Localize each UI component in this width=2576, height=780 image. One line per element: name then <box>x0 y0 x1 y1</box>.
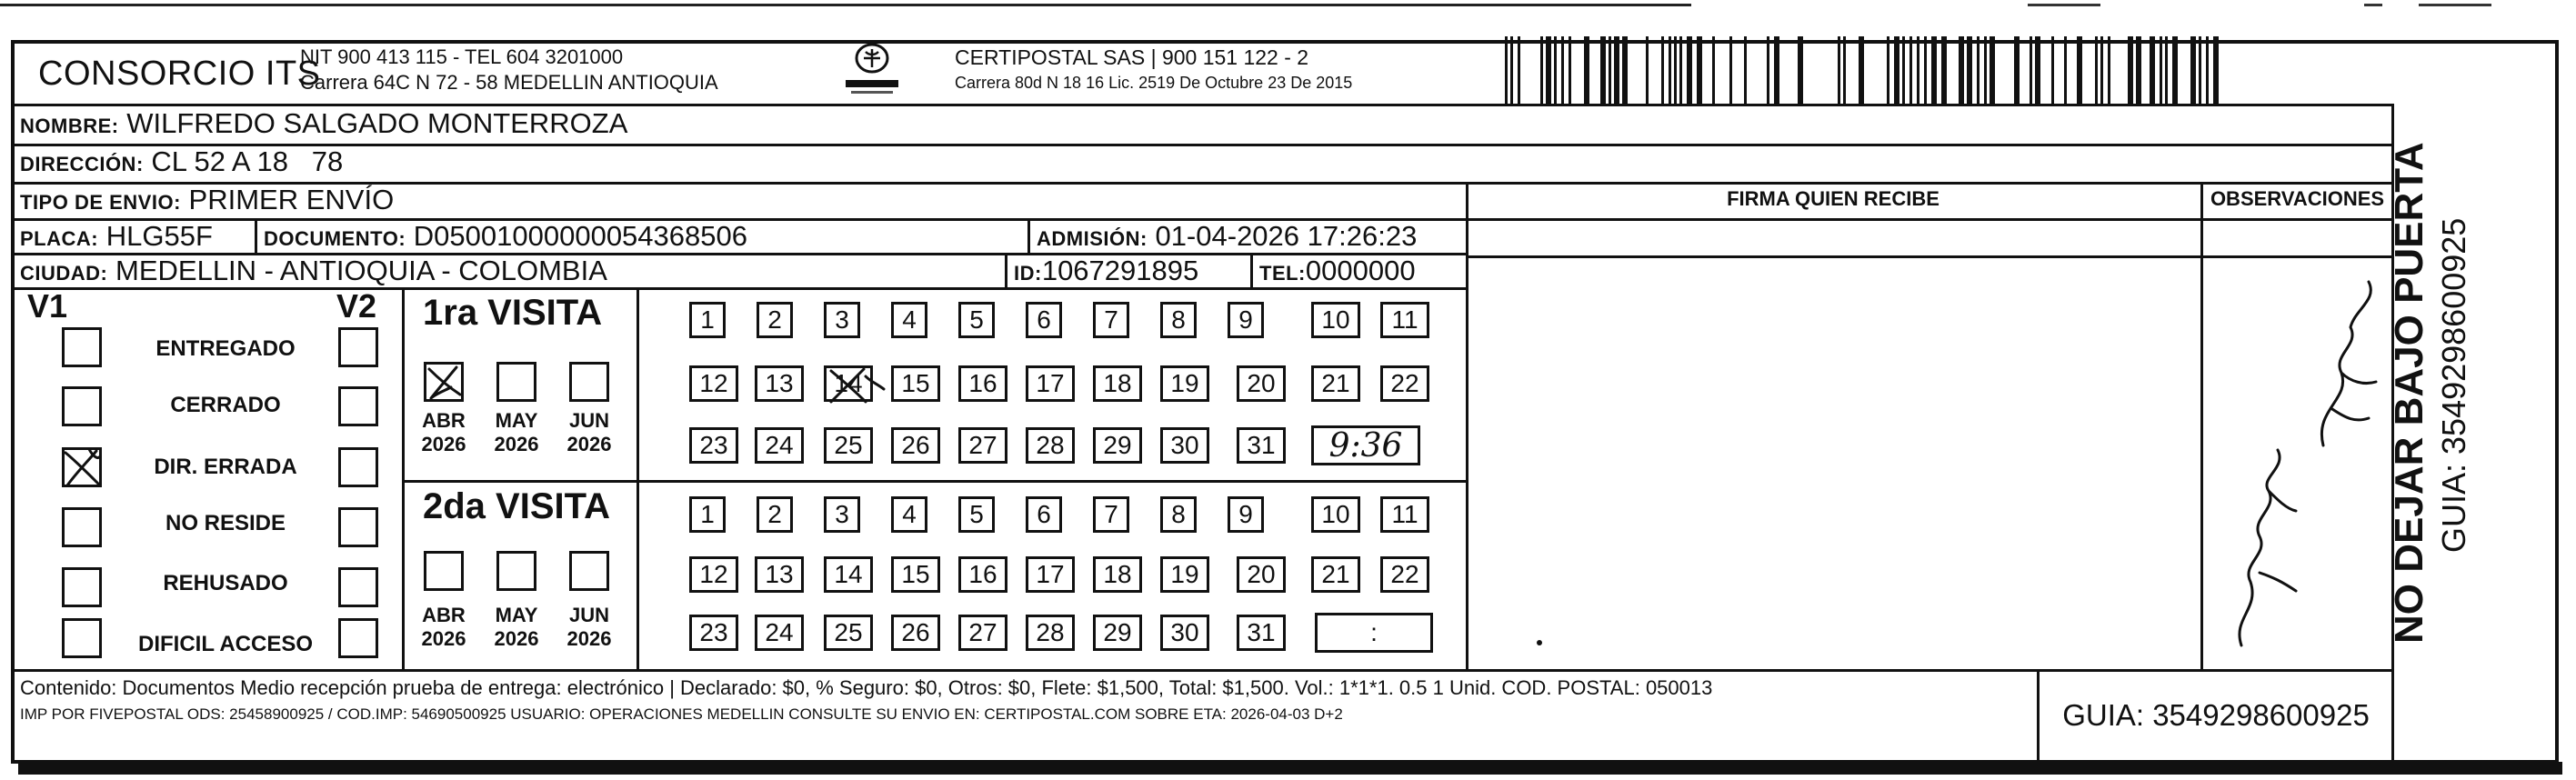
day-cell[interactable]: 26 <box>891 615 940 651</box>
visit-1-month-abr[interactable] <box>424 362 464 402</box>
barcode-bar <box>1859 36 1864 104</box>
side-warning: NO DEJAR BAJO PUERTA <box>2387 142 2431 644</box>
v1-checkbox-entregado[interactable] <box>62 327 102 367</box>
day-cell[interactable]: 2 <box>757 496 793 533</box>
side-guide: GUIA: 3549298600925 <box>2435 217 2472 553</box>
certipostal-logo <box>840 36 904 104</box>
barcode-bar <box>1687 36 1692 104</box>
tel-cell <box>1259 255 1416 287</box>
v2-checkbox-cerrado[interactable] <box>338 386 378 426</box>
barcode-bar <box>1931 36 1937 104</box>
day-cell[interactable]: 31 <box>1237 427 1286 464</box>
rule <box>636 287 639 669</box>
day-cell[interactable]: 20 <box>1237 556 1286 593</box>
hand-x-mark <box>424 362 464 402</box>
plate-cell <box>20 220 213 253</box>
day-cell[interactable]: 10 <box>1311 302 1360 338</box>
courier-info-2: Carrera 80d N 18 16 Lic. 2519 De Octubre 23 De 2015 <box>955 74 1353 92</box>
address-label: DIRECCIÓN: <box>20 153 144 175</box>
barcode-bar <box>1838 36 1840 104</box>
barcode-bar <box>1661 36 1664 104</box>
top-dash <box>2364 4 2382 6</box>
visit-2-title: 2da VISITA <box>423 486 610 526</box>
barcode-bar <box>2051 36 2054 104</box>
admission-label: ADMISIÓN: <box>1037 227 1148 250</box>
barcode-bar <box>1584 36 1589 104</box>
visit-2-month-label: ABR 2026 <box>421 604 466 650</box>
admission-datetime: 01-04-2026 17:26:23 <box>1155 220 1418 252</box>
address-row <box>20 145 343 178</box>
status-dir-errada: DIR. ERRADA <box>154 455 297 479</box>
day-cell[interactable]: 30 <box>1160 615 1209 651</box>
day-cell[interactable]: 25 <box>824 615 873 651</box>
day-cell[interactable]: 28 <box>1026 615 1075 651</box>
visit-1-month-label: ABR 2026 <box>421 409 466 455</box>
day-cell[interactable]: 15 <box>891 365 940 402</box>
barcode-bar <box>2030 36 2032 104</box>
barcode-bar <box>2035 36 2040 104</box>
day-cell[interactable]: 12 <box>689 365 738 402</box>
v1-checkbox-cerrado[interactable] <box>62 386 102 426</box>
barcode-bar <box>1510 36 1513 104</box>
day-cell[interactable]: 2 <box>757 302 793 338</box>
day-cell[interactable]: 25 <box>824 427 873 464</box>
tel-number: 0000000 <box>1305 255 1416 286</box>
status-dificil-acceso: DIFICIL ACCESO <box>137 632 313 656</box>
id-label: ID: <box>1014 262 1042 285</box>
frame-shadow <box>18 762 2562 775</box>
barcode-bar <box>1798 36 1803 104</box>
barcode-bar <box>1546 36 1551 104</box>
barcode-bar <box>1646 36 1649 104</box>
top-rule <box>0 4 1691 6</box>
barcode-bar <box>1518 36 1520 104</box>
city-label: CIUDAD: <box>20 262 108 285</box>
barcode-bar <box>1697 36 1702 104</box>
visit-2-month-abr[interactable] <box>424 551 464 591</box>
barcode-bar <box>2199 36 2201 104</box>
day-cell[interactable]: 22 <box>1380 365 1429 402</box>
signature-dot <box>1537 640 1542 645</box>
rule <box>402 287 405 669</box>
visit-2-month-label: MAY 2026 <box>494 604 539 650</box>
day-cell[interactable]: 6 <box>1026 302 1062 338</box>
day-cell[interactable]: 29 <box>1093 615 1142 651</box>
day-cell[interactable]: 8 <box>1160 302 1197 338</box>
v1-header: V1 <box>27 287 68 325</box>
name-row <box>20 107 627 140</box>
day-cell[interactable]: 21 <box>1311 556 1360 593</box>
status-no-reside: NO RESIDE <box>165 511 286 535</box>
rule <box>402 480 1466 483</box>
day-cell[interactable]: 23 <box>689 427 738 464</box>
day-cell[interactable]: 9 <box>1228 496 1264 533</box>
hand-x-mark <box>824 365 887 405</box>
day-cell[interactable]: 14 <box>824 556 873 593</box>
barcode-bar <box>1977 36 1980 104</box>
barcode-bar <box>1561 36 1564 104</box>
rule <box>2200 182 2203 669</box>
barcode-bar <box>1712 36 1715 104</box>
rule <box>1027 218 1030 253</box>
day-cell[interactable]: 5 <box>958 496 995 533</box>
barcode <box>1505 36 2228 104</box>
day-cell[interactable]: 9 <box>1228 302 1264 338</box>
day-cell[interactable]: 1 <box>689 496 726 533</box>
v2-checkbox-dificil-acceso[interactable] <box>338 618 378 658</box>
plate-label: PLACA: <box>20 227 99 250</box>
barcode-bar <box>2160 36 2162 104</box>
barcode-bar <box>2190 36 2196 104</box>
document-number: D05001000000054368506 <box>413 220 747 252</box>
rule <box>1466 255 2393 258</box>
barcode-bar <box>1679 36 1682 104</box>
v2-checkbox-entregado[interactable] <box>338 327 378 367</box>
day-cell[interactable]: 7 <box>1093 302 1129 338</box>
day-cell[interactable]: 27 <box>958 427 1007 464</box>
day-cell[interactable]: 3 <box>824 302 860 338</box>
day-cell[interactable]: 19 <box>1160 365 1209 402</box>
barcode-bar <box>1729 36 1732 104</box>
visit-2-time[interactable]: : <box>1315 613 1433 653</box>
status-cerrado: CERRADO <box>170 393 281 417</box>
day-cell[interactable]: 12 <box>689 556 738 593</box>
day-cell[interactable]: 11 <box>1380 496 1429 533</box>
send-type-label: TIPO DE ENVIO: <box>20 191 181 214</box>
id-cell <box>1014 255 1198 287</box>
day-cell[interactable]: 26 <box>891 427 940 464</box>
barcode-bar <box>1941 36 1947 104</box>
barcode-bar <box>1902 36 1905 104</box>
v1-checkbox-dir-errada[interactable] <box>62 447 102 487</box>
rule <box>1466 182 1468 669</box>
rule <box>255 218 257 253</box>
barcode-bar <box>2108 36 2110 104</box>
visit-1-month-label: JUN 2026 <box>566 409 612 455</box>
day-cell[interactable]: 1 <box>689 302 726 338</box>
day-cell[interactable]: 22 <box>1380 556 1429 593</box>
day-cell[interactable]: 13 <box>755 365 804 402</box>
v2-checkbox-no-reside[interactable] <box>338 507 378 547</box>
barcode-bar <box>1622 36 1628 104</box>
city: MEDELLIN - ANTIOQUIA - COLOMBIA <box>115 255 607 286</box>
print-line: IMP POR FIVEPOSTAL ODS: 25458900925 / COD.IMP: 54690500925 USUARIO: OPERACIONES MEDELLIN CONSULTE SU ENVIO EN: CERTIPOSTAL.COM SOBRE ETA: 2026-04-03 D+2 <box>20 705 1343 723</box>
day-cell[interactable]: 23 <box>689 615 738 651</box>
rule <box>11 144 2393 146</box>
day-cell[interactable]: 18 <box>1093 365 1142 402</box>
day-14-label: 14 <box>834 369 863 397</box>
rule <box>1250 253 1253 287</box>
document-cell <box>264 220 747 253</box>
v2-header: V2 <box>336 287 377 325</box>
barcode-bar <box>1614 36 1619 104</box>
day-cell[interactable]: 24 <box>755 615 804 651</box>
barcode-bar <box>1990 36 1995 104</box>
visit-1-time[interactable]: 9:36 <box>1311 425 1420 465</box>
barcode-bar <box>2136 36 2141 104</box>
day-cell[interactable]: 17 <box>1026 365 1075 402</box>
day-cell[interactable]: 8 <box>1160 496 1197 533</box>
hand-x-mark <box>62 447 102 487</box>
company-info-2: Carrera 64C N 72 - 58 MEDELLIN ANTIOQUIA <box>300 71 718 94</box>
barcode-bar <box>1959 36 1964 104</box>
barcode-bar <box>2064 36 2067 104</box>
barcode-bar <box>1600 36 1606 104</box>
day-cell[interactable]: 4 <box>891 302 927 338</box>
recipient-address: CL 52 A 18 78 <box>151 145 344 177</box>
top-dash <box>2419 4 2491 6</box>
name-label: NOMBRE: <box>20 115 119 137</box>
day-cell-marked[interactable] <box>824 365 873 402</box>
barcode-bar <box>2077 36 2082 104</box>
day-cell[interactable]: 15 <box>891 556 940 593</box>
day-cell[interactable]: 7 <box>1093 496 1129 533</box>
day-cell[interactable]: 13 <box>755 556 804 593</box>
barcode-bar <box>1887 36 1889 104</box>
barcode-bar <box>1984 36 1987 104</box>
guide-box: GUIA: 3549298600925 <box>2062 698 2370 732</box>
barcode-bar <box>2206 36 2209 104</box>
barcode-bar <box>1843 36 1846 104</box>
document-frame <box>11 40 2559 764</box>
v1-checkbox-rehusado[interactable] <box>62 567 102 607</box>
barcode-bar <box>1540 36 1543 104</box>
barcode-bar <box>1609 36 1611 104</box>
day-cell[interactable]: 4 <box>891 496 927 533</box>
barcode-bar <box>1744 36 1747 104</box>
company-info-1: NIT 900 413 115 - TEL 604 3201000 <box>300 45 624 68</box>
day-cell[interactable]: 20 <box>1237 365 1286 402</box>
day-cell[interactable]: 17 <box>1026 556 1075 593</box>
send-type-row <box>20 184 394 216</box>
v1-checkbox-no-reside[interactable] <box>62 507 102 547</box>
send-type: PRIMER ENVÍO <box>188 184 395 215</box>
barcode-bar <box>1967 36 1972 104</box>
v2-checkbox-rehusado[interactable] <box>338 567 378 607</box>
barcode-bar <box>2165 36 2168 104</box>
plate: HLG55F <box>105 220 213 252</box>
observation-handwriting <box>2205 273 2391 664</box>
rule <box>11 669 2393 672</box>
barcode-bar <box>1909 36 1912 104</box>
v1-checkbox-dificil-acceso[interactable] <box>62 618 102 658</box>
day-cell[interactable]: 3 <box>824 496 860 533</box>
city-cell <box>20 255 607 287</box>
document-label: DOCUMENTO: <box>264 227 406 250</box>
recipient-name: WILFREDO SALGADO MONTERROZA <box>126 107 628 139</box>
day-cell[interactable]: 24 <box>755 427 804 464</box>
rule <box>1005 253 1007 287</box>
company-name: CONSORCIO ITS <box>38 55 321 93</box>
top-dash <box>2028 4 2100 6</box>
barcode-bar <box>1554 36 1557 104</box>
visit-1-month-label: MAY 2026 <box>494 409 539 455</box>
barcode-bar <box>1917 36 1919 104</box>
courier-info-1: CERTIPOSTAL SAS | 900 151 122 - 2 <box>955 45 1309 69</box>
day-cell[interactable]: 18 <box>1093 556 1142 593</box>
barcode-bar <box>2100 36 2103 104</box>
barcode-bar <box>2095 36 2098 104</box>
tel-label: TEL: <box>1259 262 1306 285</box>
day-cell[interactable]: 21 <box>1311 365 1360 402</box>
day-cell[interactable]: 6 <box>1026 496 1062 533</box>
visit-1-title: 1ra VISITA <box>423 293 603 333</box>
barcode-bar <box>2172 36 2178 104</box>
day-cell[interactable]: 31 <box>1237 615 1286 651</box>
barcode-bar <box>1569 36 1571 104</box>
barcode-bar <box>2128 36 2133 104</box>
barcode-bar <box>2150 36 2155 104</box>
barcode-bar <box>1774 36 1779 104</box>
day-cell[interactable]: 5 <box>958 302 995 338</box>
day-cell[interactable]: 27 <box>958 615 1007 651</box>
content-line: Contenido: Documentos Medio recepción prueba de entrega: electrónico | Declarado: $0, % Seguro: $0, Otros: $0, Flete: $1,500, Total: $1,500. Vol.: 1*1*1. 0.5 1 Unid. COD. POSTAL: 050013 <box>20 676 1713 699</box>
status-rehusado: REHUSADO <box>163 571 288 595</box>
barcode-bar <box>2213 36 2219 104</box>
visit-1-month-may[interactable] <box>496 362 536 402</box>
barcode-bar <box>1669 36 1671 104</box>
barcode-bar <box>2014 36 2020 104</box>
visit-2-month-label: JUN 2026 <box>566 604 612 650</box>
barcode-bar <box>1894 36 1899 104</box>
signature-header: FIRMA QUIEN RECIBE <box>1727 187 1940 210</box>
day-cell[interactable]: 16 <box>958 365 1007 402</box>
day-cell[interactable]: 11 <box>1380 302 1429 338</box>
barcode-bar <box>1924 36 1927 104</box>
day-cell[interactable]: 19 <box>1160 556 1209 593</box>
barcode-bar <box>1674 36 1677 104</box>
day-cell[interactable]: 10 <box>1311 496 1360 533</box>
visit-2-month-may[interactable] <box>496 551 536 591</box>
barcode-bar <box>1767 36 1769 104</box>
day-cell[interactable]: 29 <box>1093 427 1142 464</box>
visit-2-month-jun[interactable] <box>569 551 609 591</box>
observations-header: OBSERVACIONES <box>2210 187 2385 210</box>
rule <box>11 287 1466 290</box>
day-cell[interactable]: 28 <box>1026 427 1075 464</box>
day-cell[interactable]: 16 <box>958 556 1007 593</box>
visit-1-month-jun[interactable] <box>569 362 609 402</box>
v2-checkbox-dir-errada[interactable] <box>338 447 378 487</box>
day-cell[interactable]: 30 <box>1160 427 1209 464</box>
barcode-bar <box>1505 36 1508 104</box>
status-entregado: ENTREGADO <box>155 336 296 361</box>
rule <box>11 104 2393 106</box>
id-number: 1067291895 <box>1041 255 1199 286</box>
admission-cell <box>1037 220 1417 253</box>
